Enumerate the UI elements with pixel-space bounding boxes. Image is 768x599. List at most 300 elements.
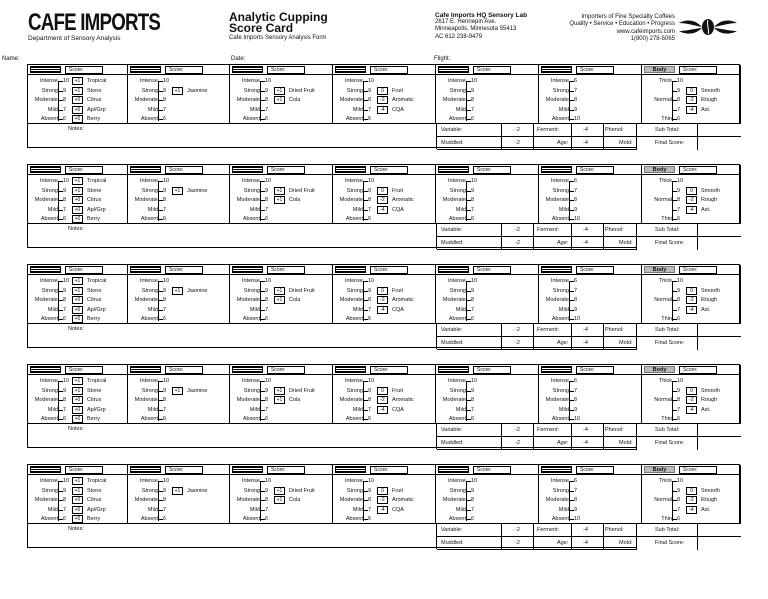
- score-box[interactable]: Score:: [679, 66, 717, 74]
- scale-label: Thin: [661, 116, 672, 122]
- scale-row[interactable]: [539, 286, 641, 296]
- scale-row[interactable]: [333, 395, 435, 405]
- scale-row[interactable]: [128, 195, 229, 205]
- scale-row[interactable]: [333, 486, 435, 496]
- score-box[interactable]: Score:: [165, 466, 203, 474]
- scale-row[interactable]: [128, 86, 229, 96]
- scale-row[interactable]: [539, 295, 641, 305]
- final-score-field[interactable]: [697, 137, 741, 150]
- scale-row[interactable]: [230, 95, 332, 105]
- scale-row[interactable]: [28, 305, 127, 315]
- scale-row[interactable]: [642, 376, 740, 386]
- scale-row[interactable]: [333, 495, 435, 505]
- score-box[interactable]: Score:: [165, 366, 203, 374]
- scale-row[interactable]: [333, 286, 435, 296]
- final-score-field[interactable]: [697, 537, 741, 550]
- modifier-box[interactable]: -4: [686, 506, 697, 514]
- scale-row[interactable]: [28, 386, 127, 396]
- muddled-value[interactable]: -2: [515, 440, 520, 446]
- variable-value[interactable]: -2: [515, 127, 520, 133]
- age-value[interactable]: -4: [583, 240, 588, 246]
- score-box[interactable]: Score:: [576, 266, 614, 274]
- scale-row[interactable]: [28, 505, 127, 515]
- scale-row[interactable]: [128, 295, 229, 305]
- score-box[interactable]: Score:: [267, 466, 305, 474]
- age-value[interactable]: -4: [583, 340, 588, 346]
- scale-row[interactable]: [128, 105, 229, 115]
- modifier-box[interactable]: +1: [72, 87, 83, 95]
- scale-label: Mild: [47, 506, 58, 513]
- scale-row[interactable]: [230, 505, 332, 515]
- scale-row[interactable]: [333, 195, 435, 205]
- modifier-box[interactable]: +0: [72, 296, 83, 304]
- modifier-box[interactable]: -2: [686, 496, 697, 504]
- scale-row[interactable]: [230, 295, 332, 305]
- scale-row[interactable]: [28, 495, 127, 505]
- scale-row[interactable]: [436, 505, 538, 515]
- modifier-box[interactable]: +1: [72, 487, 83, 495]
- scale-row[interactable]: [128, 286, 229, 296]
- notes-area[interactable]: [28, 423, 436, 449]
- modifier-box[interactable]: -2: [377, 196, 388, 204]
- modifier-box[interactable]: 0: [686, 487, 697, 495]
- scale-row[interactable]: [28, 186, 127, 196]
- scale-row[interactable]: [333, 86, 435, 96]
- scale-number: 6: [677, 416, 681, 422]
- scale-row[interactable]: [436, 486, 538, 496]
- scale-row[interactable]: [28, 86, 127, 96]
- score-box[interactable]: Score:: [679, 266, 717, 274]
- modifier-box[interactable]: 0: [686, 287, 697, 295]
- modifier-box[interactable]: -2: [686, 196, 697, 204]
- scale-row[interactable]: [539, 276, 641, 286]
- score-box[interactable]: Score:: [65, 466, 103, 474]
- final-score-field[interactable]: [697, 337, 741, 350]
- scale-row[interactable]: [230, 86, 332, 96]
- score-box[interactable]: Score:: [165, 166, 203, 174]
- score-box[interactable]: Score:: [65, 366, 103, 374]
- modifier-box[interactable]: 0: [377, 387, 388, 395]
- scale-row[interactable]: [28, 276, 127, 286]
- scale-row[interactable]: [230, 176, 332, 186]
- modifier-box[interactable]: -2: [686, 296, 697, 304]
- scale-row[interactable]: [128, 395, 229, 405]
- scale-row[interactable]: [642, 195, 740, 205]
- scale-row[interactable]: [539, 86, 641, 96]
- score-box[interactable]: Score:: [473, 266, 511, 274]
- scale-row[interactable]: [642, 205, 740, 215]
- score-box[interactable]: Score:: [267, 66, 305, 74]
- modifier-box[interactable]: +1: [72, 77, 83, 85]
- modifier-box[interactable]: 0: [377, 487, 388, 495]
- scale-row[interactable]: [539, 186, 641, 196]
- modifier-box[interactable]: 0: [377, 187, 388, 195]
- age-value[interactable]: -4: [583, 440, 588, 446]
- scale-row[interactable]: [642, 176, 740, 186]
- modifier-box[interactable]: +1: [274, 396, 285, 404]
- muddled-value[interactable]: -2: [515, 140, 520, 146]
- scale-row[interactable]: [642, 276, 740, 286]
- score-box[interactable]: Score:: [65, 166, 103, 174]
- scale-row[interactable]: [436, 305, 538, 315]
- subtotal-field[interactable]: [697, 324, 741, 337]
- scale-row[interactable]: [436, 186, 538, 196]
- modifier-box[interactable]: -4: [686, 306, 697, 314]
- scale-row[interactable]: [436, 276, 538, 286]
- scale-row[interactable]: [230, 405, 332, 415]
- score-box[interactable]: Score:: [267, 366, 305, 374]
- scale-row[interactable]: [333, 186, 435, 196]
- score-box[interactable]: Score:: [65, 66, 103, 74]
- modifier-box[interactable]: +0: [72, 106, 83, 114]
- subtotal-label: Sub Total:: [655, 427, 680, 433]
- toll-free-phone: 1(800) 278-5065: [630, 36, 675, 43]
- scale-row[interactable]: [436, 495, 538, 505]
- modifier-box[interactable]: -2: [686, 396, 697, 404]
- scale-row[interactable]: [539, 376, 641, 386]
- score-box[interactable]: Score:: [65, 266, 103, 274]
- scale-row[interactable]: [539, 305, 641, 315]
- modifier-box[interactable]: +1: [72, 477, 83, 485]
- scale-row[interactable]: [539, 176, 641, 186]
- final-score-field[interactable]: [697, 237, 741, 250]
- modifier-box[interactable]: +1: [72, 287, 83, 295]
- scale-row[interactable]: [436, 386, 538, 396]
- scale-row[interactable]: [333, 305, 435, 315]
- modifier-box[interactable]: -2: [686, 96, 697, 104]
- notes-area[interactable]: [28, 223, 436, 249]
- modifier-box[interactable]: -2: [377, 296, 388, 304]
- scale-row[interactable]: [230, 386, 332, 396]
- scale-row[interactable]: [436, 395, 538, 405]
- scale-row[interactable]: [28, 95, 127, 105]
- score-box[interactable]: Score:: [370, 66, 408, 74]
- modifier-box[interactable]: +0: [72, 315, 83, 323]
- scale-row[interactable]: [642, 305, 740, 315]
- scale-label: Moderate: [545, 197, 569, 203]
- scale-row[interactable]: [642, 286, 740, 296]
- scale-row[interactable]: [333, 76, 435, 86]
- scale-row[interactable]: [230, 76, 332, 86]
- modifier-box[interactable]: -4: [377, 506, 388, 514]
- muddled-value[interactable]: -2: [515, 240, 520, 246]
- scale-row[interactable]: [128, 305, 229, 315]
- scale-row[interactable]: [230, 105, 332, 115]
- score-box[interactable]: Score:: [267, 166, 305, 174]
- scale-row[interactable]: [539, 395, 641, 405]
- subtotal-field[interactable]: [697, 424, 741, 437]
- descriptor: Fruit: [392, 387, 403, 394]
- scale-row[interactable]: [230, 195, 332, 205]
- scale-row[interactable]: [28, 105, 127, 115]
- modifier-box[interactable]: +1: [72, 177, 83, 185]
- modifier-box[interactable]: -2: [377, 96, 388, 104]
- modifier-box[interactable]: +0: [72, 96, 83, 104]
- scale-row[interactable]: [28, 395, 127, 405]
- variable-value[interactable]: -2: [515, 327, 520, 333]
- scale-row[interactable]: [128, 376, 229, 386]
- modifier-box[interactable]: +1: [172, 87, 183, 95]
- scale-row[interactable]: [230, 486, 332, 496]
- scale-row[interactable]: [333, 295, 435, 305]
- scale-row[interactable]: [128, 76, 229, 86]
- modifier-box[interactable]: -4: [686, 206, 697, 214]
- modifier-box[interactable]: +0: [72, 515, 83, 523]
- scale-row[interactable]: [28, 405, 127, 415]
- scale-row[interactable]: [128, 495, 229, 505]
- scale-row[interactable]: [333, 476, 435, 486]
- age-value[interactable]: -4: [583, 540, 588, 546]
- modifier-box[interactable]: +0: [72, 196, 83, 204]
- scale-row[interactable]: [128, 476, 229, 486]
- ferment-value[interactable]: -4: [583, 527, 588, 533]
- modifier-box[interactable]: +1: [274, 87, 285, 95]
- scale-row[interactable]: [128, 176, 229, 186]
- scale-row[interactable]: [333, 176, 435, 186]
- scale-row[interactable]: [333, 505, 435, 515]
- modifier-box[interactable]: +0: [72, 506, 83, 514]
- scale-label: Mild: [558, 406, 569, 413]
- modifier-box[interactable]: +1: [72, 377, 83, 385]
- modifier-box[interactable]: +1: [274, 296, 285, 304]
- scale-row[interactable]: [333, 386, 435, 396]
- scale-row[interactable]: [642, 405, 740, 415]
- modifier-box[interactable]: +0: [72, 415, 83, 423]
- score-box[interactable]: Score:: [576, 66, 614, 74]
- notes-area[interactable]: [28, 123, 436, 149]
- scale-row[interactable]: [642, 395, 740, 405]
- scale-row[interactable]: [28, 286, 127, 296]
- scale-label: Intense: [139, 78, 158, 84]
- scale-row[interactable]: [539, 105, 641, 115]
- scale-row[interactable]: [128, 405, 229, 415]
- scale-row[interactable]: [436, 405, 538, 415]
- scale-row[interactable]: [539, 386, 641, 396]
- scale-row[interactable]: [28, 195, 127, 205]
- score-box[interactable]: Score:: [165, 266, 203, 274]
- modifier-box[interactable]: +0: [72, 396, 83, 404]
- scale-row[interactable]: [642, 476, 740, 486]
- scale-row[interactable]: [642, 105, 740, 115]
- scale-row[interactable]: [436, 295, 538, 305]
- modifier-box[interactable]: +0: [72, 206, 83, 214]
- scale-row[interactable]: [128, 205, 229, 215]
- modifier-box[interactable]: -2: [377, 396, 388, 404]
- scale-row[interactable]: [333, 95, 435, 105]
- modifier-box[interactable]: +0: [72, 496, 83, 504]
- scale-row[interactable]: [128, 95, 229, 105]
- scale-row[interactable]: [28, 486, 127, 496]
- scale-row[interactable]: [436, 376, 538, 386]
- scale-row[interactable]: [539, 205, 641, 215]
- scale-row[interactable]: [436, 205, 538, 215]
- ferment-value[interactable]: -4: [583, 327, 588, 333]
- scale-row[interactable]: [642, 295, 740, 305]
- scale-row[interactable]: [436, 476, 538, 486]
- scale-row[interactable]: [539, 405, 641, 415]
- scale-row[interactable]: [436, 105, 538, 115]
- scale-row[interactable]: [436, 76, 538, 86]
- scale-row[interactable]: [436, 176, 538, 186]
- modifier-box[interactable]: +1: [172, 187, 183, 195]
- scale-row[interactable]: [28, 376, 127, 386]
- defects-table: [436, 423, 741, 449]
- score-box[interactable]: Score:: [370, 266, 408, 274]
- ferment-value[interactable]: -4: [583, 127, 588, 133]
- scale-row[interactable]: [539, 495, 641, 505]
- modifier-box[interactable]: +1: [274, 196, 285, 204]
- modifier-box[interactable]: 0: [377, 87, 388, 95]
- scale-label: Mild: [249, 106, 260, 113]
- modifier-box[interactable]: +1: [274, 96, 285, 104]
- scale-label: Intense: [447, 378, 466, 384]
- scale-row[interactable]: [436, 286, 538, 296]
- modifier-box[interactable]: +1: [172, 487, 183, 495]
- scale-row[interactable]: [539, 95, 641, 105]
- score-box[interactable]: Score:: [370, 166, 408, 174]
- scale-row[interactable]: [539, 195, 641, 205]
- scale-number: 8: [368, 197, 372, 203]
- scale-row[interactable]: [436, 86, 538, 96]
- score-box[interactable]: Score:: [576, 366, 614, 374]
- scale-row[interactable]: [642, 505, 740, 515]
- subtotal-field[interactable]: [697, 224, 741, 237]
- scale-row[interactable]: [333, 276, 435, 286]
- score-box[interactable]: Score:: [473, 366, 511, 374]
- modifier-box[interactable]: +1: [274, 487, 285, 495]
- notes-area[interactable]: [28, 323, 436, 349]
- scale-row[interactable]: [333, 405, 435, 415]
- scale-row[interactable]: [642, 386, 740, 396]
- modifier-box[interactable]: +1: [274, 496, 285, 504]
- scale-row[interactable]: [642, 186, 740, 196]
- modifier-box[interactable]: -4: [377, 206, 388, 214]
- scale-row[interactable]: [28, 295, 127, 305]
- modifier-box[interactable]: +1: [172, 387, 183, 395]
- scale-row[interactable]: [230, 495, 332, 505]
- modifier-box[interactable]: -4: [686, 406, 697, 414]
- scale-row[interactable]: [128, 505, 229, 515]
- ferment-value[interactable]: -4: [583, 227, 588, 233]
- modifier-box[interactable]: -4: [377, 406, 388, 414]
- score-box[interactable]: Score:: [679, 166, 717, 174]
- modifier-box[interactable]: +0: [72, 115, 83, 123]
- scale-row[interactable]: [642, 486, 740, 496]
- modifier-box[interactable]: -4: [377, 106, 388, 114]
- scale-row[interactable]: [230, 205, 332, 215]
- notes-area[interactable]: [28, 523, 436, 549]
- modifier-box[interactable]: -4: [377, 306, 388, 314]
- scale-row[interactable]: [436, 195, 538, 205]
- variable-value[interactable]: -2: [515, 527, 520, 533]
- scale-row[interactable]: [539, 486, 641, 496]
- scale-row[interactable]: [333, 105, 435, 115]
- modifier-box[interactable]: +1: [274, 187, 285, 195]
- modifier-box[interactable]: 0: [686, 187, 697, 195]
- ferment-value[interactable]: -4: [583, 427, 588, 433]
- subtotal-field[interactable]: [697, 524, 741, 537]
- scale-row[interactable]: [642, 86, 740, 96]
- final-score-field[interactable]: [697, 437, 741, 450]
- score-box[interactable]: Score:: [679, 466, 717, 474]
- muddled-value[interactable]: -2: [515, 540, 520, 546]
- scale-row[interactable]: [539, 76, 641, 86]
- modifier-box[interactable]: -2: [377, 496, 388, 504]
- scale-row[interactable]: [28, 176, 127, 186]
- modifier-box[interactable]: 0: [686, 87, 697, 95]
- score-box[interactable]: Score:: [576, 166, 614, 174]
- muddled-value[interactable]: -2: [515, 340, 520, 346]
- scale-row[interactable]: [333, 205, 435, 215]
- modifier-box[interactable]: +0: [72, 306, 83, 314]
- scale-row[interactable]: [642, 76, 740, 86]
- modifier-box[interactable]: +1: [172, 287, 183, 295]
- scale-row[interactable]: [230, 376, 332, 386]
- scale-row[interactable]: [28, 205, 127, 215]
- scale-row[interactable]: [539, 505, 641, 515]
- score-box[interactable]: Score:: [165, 66, 203, 74]
- scale-row[interactable]: [642, 95, 740, 105]
- score-box[interactable]: Score:: [576, 466, 614, 474]
- modifier-box[interactable]: +1: [274, 387, 285, 395]
- modifier-box[interactable]: +1: [274, 287, 285, 295]
- subtotal-field[interactable]: [697, 124, 741, 137]
- descriptor: CQA: [392, 406, 404, 413]
- scale-row[interactable]: [128, 486, 229, 496]
- score-box[interactable]: Score:: [267, 266, 305, 274]
- scale-row[interactable]: [230, 305, 332, 315]
- variable-value[interactable]: -2: [515, 427, 520, 433]
- scale-row[interactable]: [230, 395, 332, 405]
- modifier-box[interactable]: -4: [686, 106, 697, 114]
- scale-row[interactable]: [436, 95, 538, 105]
- scale-number: 7: [574, 187, 578, 194]
- ferment-label: Ferment:: [537, 327, 560, 333]
- variable-value[interactable]: -2: [515, 227, 520, 233]
- score-box[interactable]: Score:: [473, 466, 511, 474]
- scale-row[interactable]: [128, 276, 229, 286]
- modifier-box[interactable]: +1: [72, 187, 83, 195]
- scale-number: 9: [163, 87, 167, 94]
- modifier-box[interactable]: +0: [72, 406, 83, 414]
- score-box[interactable]: Score:: [473, 66, 511, 74]
- modifier-box[interactable]: +1: [72, 277, 83, 285]
- score-box[interactable]: Score:: [370, 366, 408, 374]
- scale-row[interactable]: [230, 286, 332, 296]
- modifier-box[interactable]: +1: [72, 387, 83, 395]
- modifier-box[interactable]: 0: [686, 387, 697, 395]
- scale-row[interactable]: [28, 76, 127, 86]
- score-box[interactable]: Score:: [473, 166, 511, 174]
- scale-label: Thick: [658, 278, 672, 284]
- modifier-box[interactable]: 0: [377, 287, 388, 295]
- scale-row[interactable]: [230, 276, 332, 286]
- modifier-box[interactable]: +0: [72, 215, 83, 223]
- score-box[interactable]: Score:: [370, 466, 408, 474]
- scale-row[interactable]: [128, 386, 229, 396]
- scale-row[interactable]: [28, 476, 127, 486]
- scale-row[interactable]: [539, 476, 641, 486]
- scale-row[interactable]: [128, 186, 229, 196]
- scale-row[interactable]: [230, 186, 332, 196]
- department-name: Department of Sensory Analysis: [28, 35, 121, 42]
- scale-row[interactable]: [333, 376, 435, 386]
- scale-row[interactable]: [642, 495, 740, 505]
- scale-row[interactable]: [230, 476, 332, 486]
- score-box[interactable]: Score:: [679, 366, 717, 374]
- scale-label: Mild: [455, 206, 466, 213]
- age-value[interactable]: -4: [583, 140, 588, 146]
